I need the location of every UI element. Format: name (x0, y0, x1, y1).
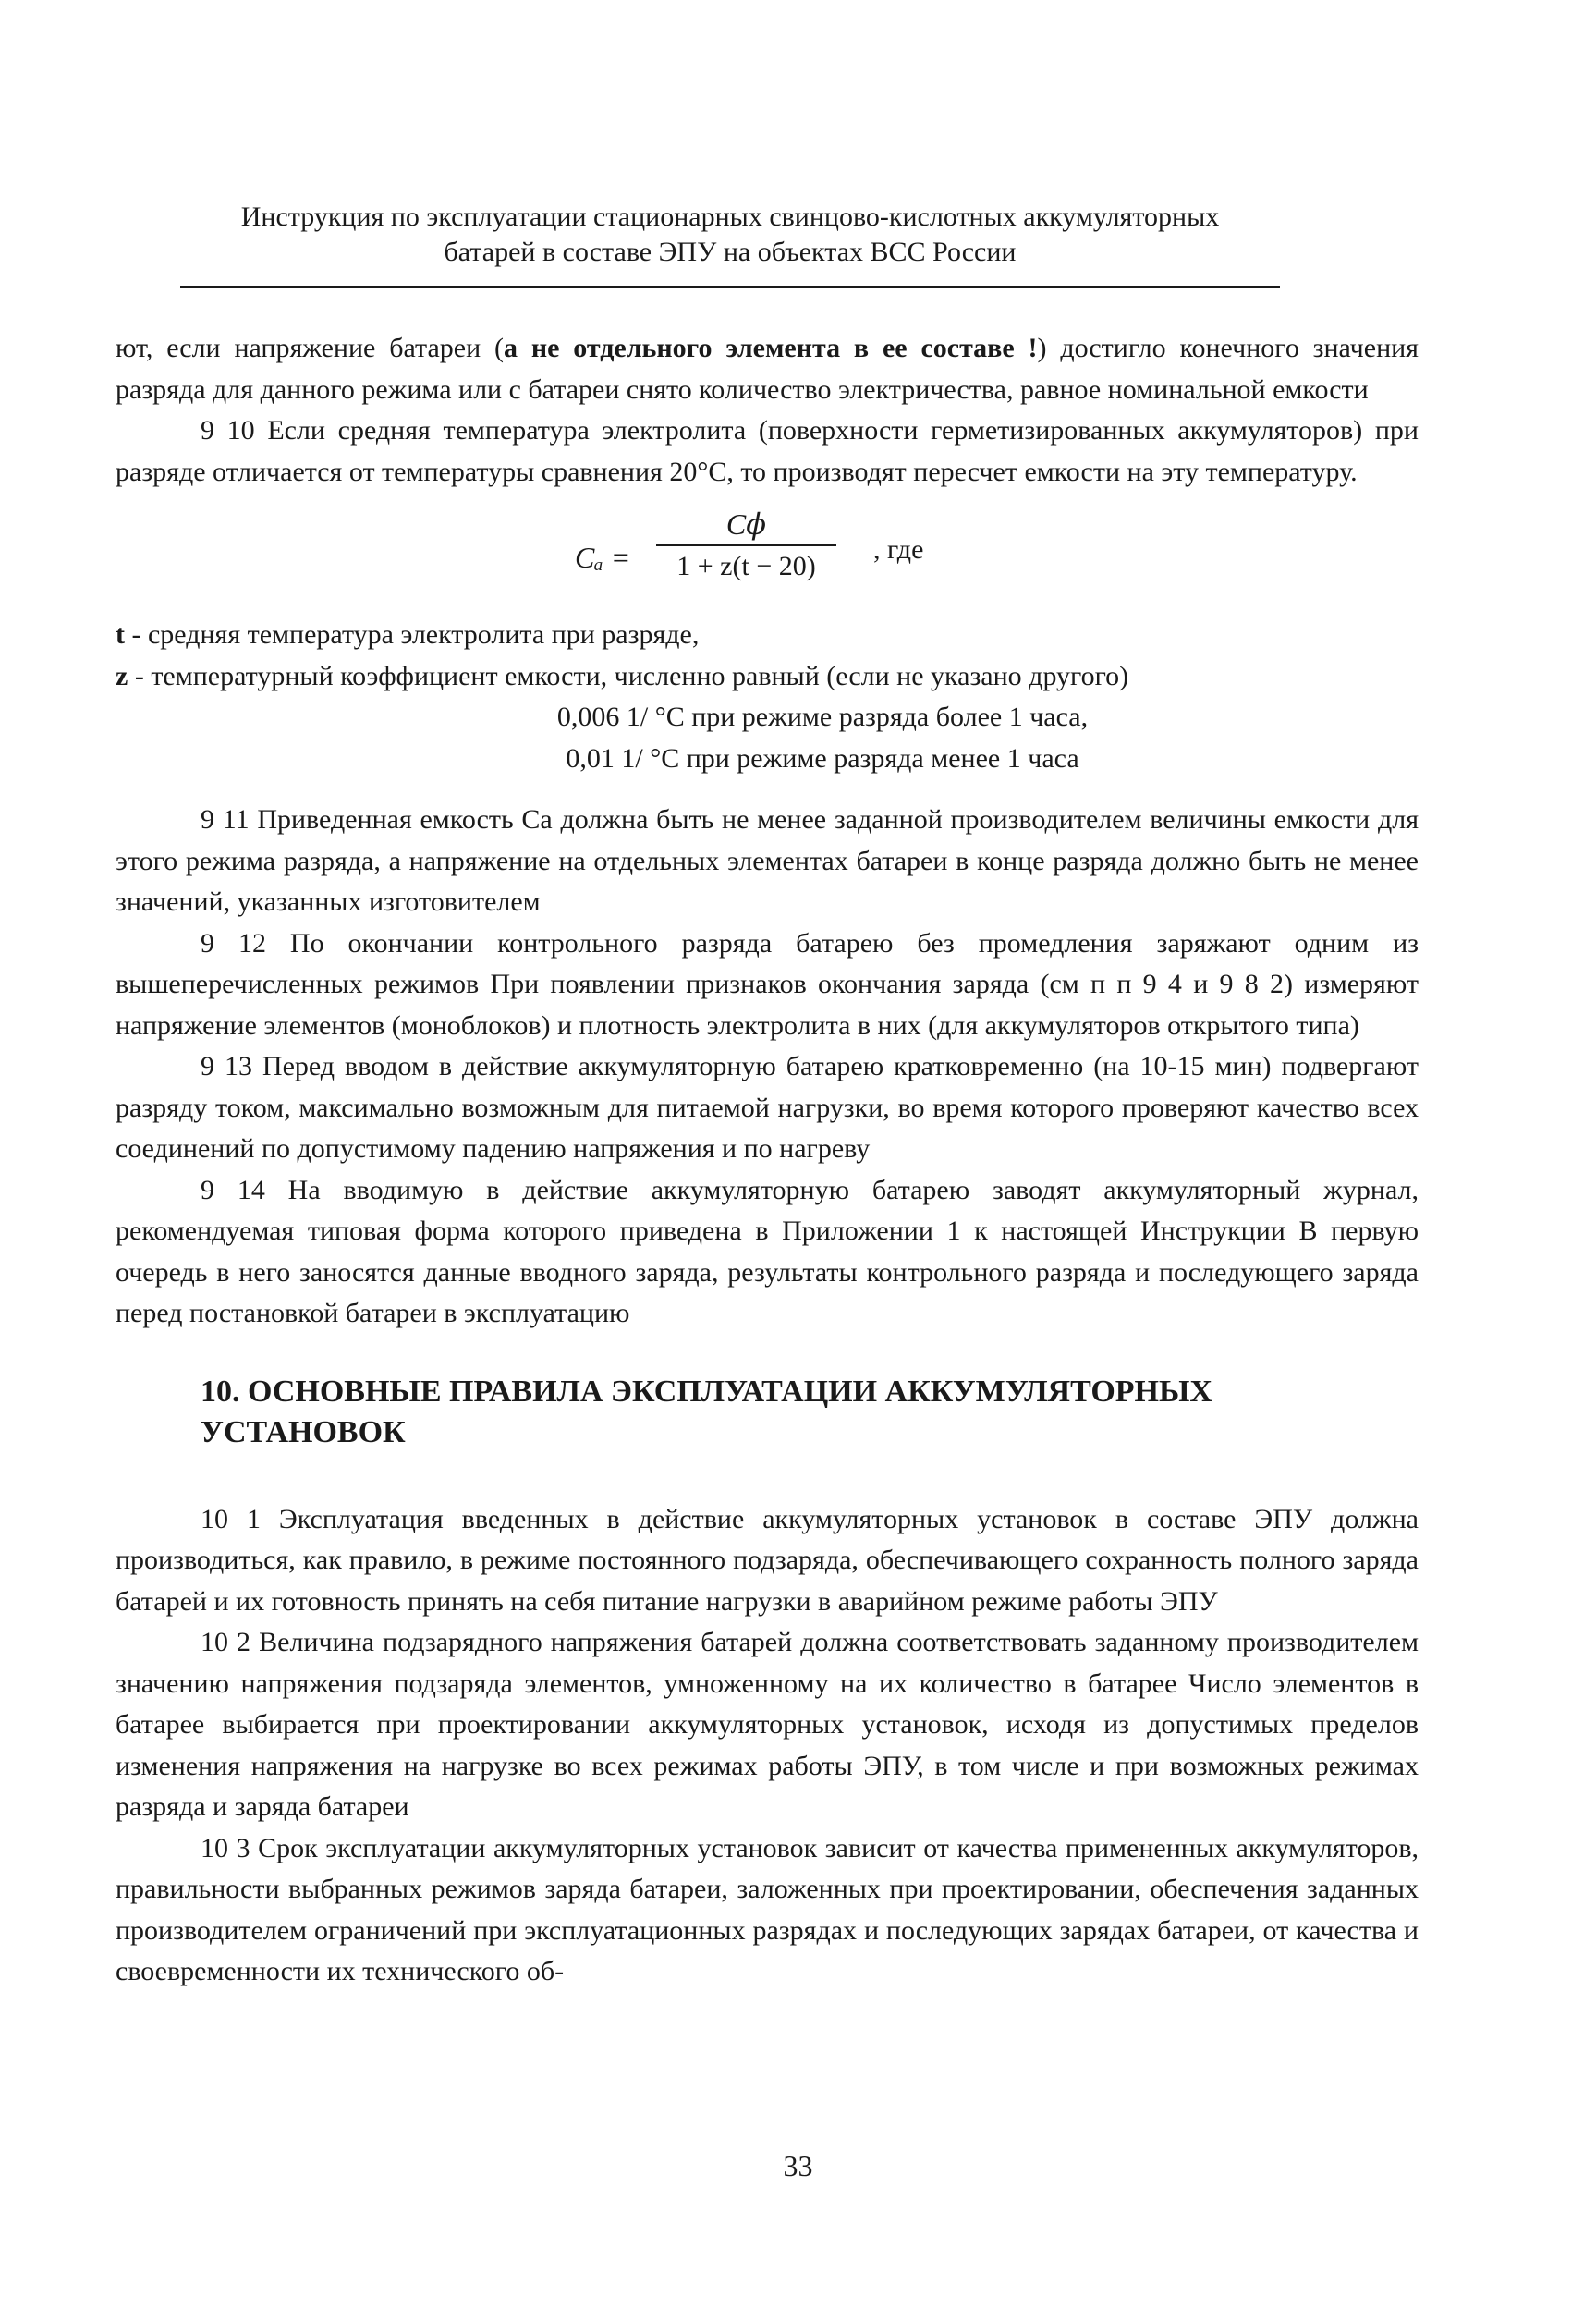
capacity-formula (116, 498, 1419, 602)
paragraph-9-11: 9 11 Приведенная емкость Са должна быть не менее заданной производителем величины емкости для этого режима разряда, а напряжение на отдельных элементах батареи в конце разряда должно быть не менее значений, указанных изготовителем (116, 804, 1419, 917)
running-header (176, 200, 1285, 270)
formula-where: , где (873, 534, 924, 565)
paragraph-9-13: 9 13 Перед вводом в действие аккумуляторную батарею кратковременно (на 10-15 мин) подвергают разряду током, максимально возможным для питаемой нагрузки, во время которого проверяют качество всех соединений по допустимому падению напряжения и по нагреву (116, 1051, 1419, 1164)
paragraph-10-1: 10 1 Эксплуатация введенных в действие аккумуляторных установок в составе ЭПУ должна производиться, как правило, в режиме постоянного подзаряда, обеспечивающего сохранность полного заряда батарей и их готовность принять на себя питание нагрузки в аварийном режиме работы ЭПУ (116, 1503, 1419, 1617)
formula-lhs: Cₐ = (575, 541, 631, 574)
header-line-1: Инструкция по эксплуатации стационарных свинцово-кислотных аккумуляторных (240, 202, 1220, 232)
page-body (116, 328, 1419, 1993)
spacer (116, 779, 1419, 800)
definition-z-text: - температурный коэффициент емкости, численно равный (если не указано другого) (128, 660, 1129, 691)
definition-z-value-2: 0,01 1/ °С при режиме разряда менее 1 часа (566, 742, 1079, 774)
paragraph-9-14: 9 14 На вводимую в действие аккумуляторную батарею заводят аккумуляторный журнал, рекомендуемая типовая форма которого приведена в Приложении 1 к настоящей Инструкции В первую очередь в него заносятся данные вводного заряда, результаты контрольного разряда и последующего заряда перед постановкой батареи в эксплуатацию (116, 1174, 1419, 1328)
formula-fraction (656, 506, 836, 585)
paragraph-9-10: 9 10 Если средняя температура электролита (поверхности герметизированных аккумуляторов) при разряде отличается от температуры сравнения 20°С, то производят пересчет емкости на эту температуру. (116, 415, 1419, 487)
header-line-2: батарей в составе ЭПУ на объектах ВСС России (444, 237, 1017, 267)
definition-t (116, 615, 1419, 656)
page-number: 33 (783, 2149, 813, 2182)
formula-denominator: 1 + z(t − 20) (676, 551, 816, 581)
paragraph-continuation-start: ют, если напряжение батареи ( (116, 333, 504, 363)
paragraph-10-2: 10 2 Величина подзарядного напряжения батарей должна соответствовать заданному производителем значению напряжения подзаряда элементов, умноженному на их количество в батарее Число элементов в батарее выбирается при проектировании аккумуляторных установок, исходя из допустимых пределов изменения напряжения на нагрузке во всех режимах работы ЭПУ, в том числе и при возможных режимах разряда и заряда батареи (116, 1627, 1419, 1822)
paragraph-9-12: 9 12 По окончании контрольного разряда батарею без промедления заряжают одним из вышеперечисленных режимов При появлении признаков окончания заряда (см п п 9 4 и 9 8 2) измеряют напряжение элементов (моноблоков) и плотность электролита в них (для аккумуляторов открытого типа) (116, 927, 1419, 1041)
definition-z-value-1: 0,006 1/ °С при режиме разряда более 1 часа, (556, 702, 1089, 732)
section-title: 10. ОСНОВНЫЕ ПРАВИЛА ЭКСПЛУАТАЦИИ АККУМУЛЯТОРНЫХ УСТАНОВОК (201, 1374, 1212, 1449)
definition-t-text: - средняя температура электролита при разряде, (125, 619, 700, 650)
header-rule (180, 286, 1280, 288)
paragraph-continuation-end: ) достигло конечного значения разряда для данного режима или с батареи снято количество электричества, равное номинальной емкости (116, 333, 1419, 405)
paragraph-continuation-emphasis: а не отдельного элемента в ее составе ! (503, 333, 1038, 363)
definition-t-symbol: t (116, 619, 125, 650)
paragraph-continuation (116, 328, 1419, 410)
formula-fraction-bar (656, 544, 836, 546)
definition-z-symbol: z (116, 660, 128, 691)
paragraph-10-3: 10 3 Срок эксплуатации аккумуляторных установок зависит от качества примененных аккумуляторов, правильности выбранных режимов заряда батареи, заложенных при проектировании, обеспечения заданных производителем ограничений при эксплуатационных разрядах и последующих зарядах батареи, от качества и своевременности их технического об- (116, 1832, 1419, 1986)
definition-z (116, 656, 1419, 698)
formula-numerator: C𝜙 (725, 507, 767, 541)
formula-definitions (116, 615, 1419, 779)
